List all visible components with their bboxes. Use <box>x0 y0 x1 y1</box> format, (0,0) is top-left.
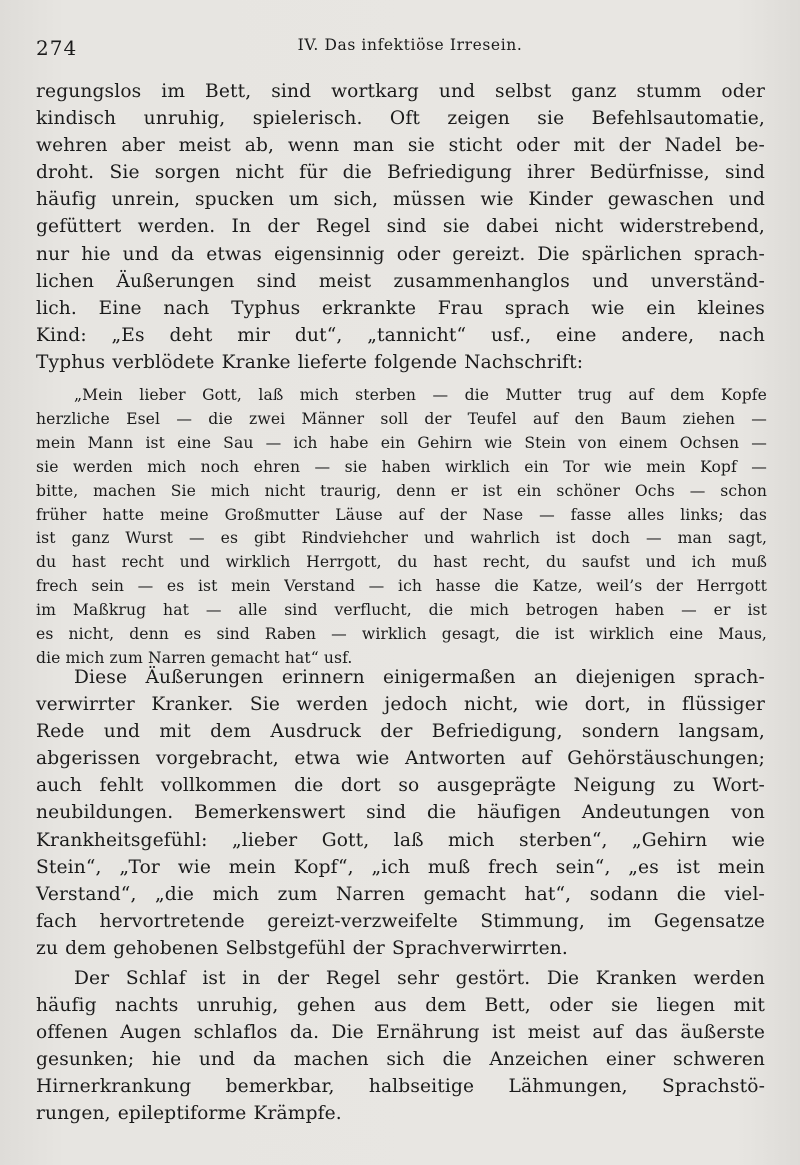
text-line: gesunken; hie und da machen sich die Anzeichen einer schweren <box>36 1049 765 1071</box>
text-line: neubildungen. Bemerkenswert sind die häufigen Andeutungen von <box>36 802 765 824</box>
text-line: regungslos im Bett, sind wortkarg und selbst ganz stumm oder <box>36 81 765 102</box>
quote-line: „Mein lieber Gott, laß mich sterben — die Mutter trug auf dem Kopfe <box>74 386 767 404</box>
quote-line: sie werden mich noch ehren — sie haben wirklich ein Tor wie mein Kopf — <box>36 457 767 476</box>
running-head: IV. Das infektiöse Irresein. <box>297 36 523 54</box>
text-line: Verstand“, „die mich zum Narren gemacht hat“, sodann die viel- <box>36 883 765 905</box>
text-line: Hirnerkrankung bemerkbar, halbseitige Lähmungen, Sprachstö- <box>36 1076 765 1098</box>
page-number: 274 <box>36 36 78 60</box>
text-line: rungen, epileptiforme Krämpfe. <box>36 1103 342 1125</box>
text-line: Krankheitsgefühl: „lieber Gott, laß mich sterben“, „Gehirn wie <box>36 829 765 851</box>
quote-line: herzliche Esel — die zwei Männer soll der Teufel auf den Baum ziehen — <box>36 409 767 428</box>
text-line: Der Schlaf ist in der Regel sehr gestört. Die Kranken werden <box>74 968 765 989</box>
quoted-transcript <box>36 384 767 671</box>
text-line: droht. Sie sorgen nicht für die Befriedigung ihrer Bedürfnisse, sind <box>36 162 765 184</box>
text-line: Stein“, „Tor wie mein Kopf“, „ich muß frech sein“, „es ist mein <box>36 856 765 878</box>
text-line: abgerissen vorgebracht, etwa wie Antworten auf Gehörstäuschungen; <box>36 748 765 770</box>
text-line: häufig nachts unruhig, gehen aus dem Bett, oder sie liegen mit <box>36 995 765 1017</box>
text-line: gefüttert werden. In der Regel sind sie dabei nicht widerstrebend, <box>36 216 765 238</box>
text-line: lich. Eine nach Typhus erkrankte Frau sprach wie ein kleines <box>36 297 765 319</box>
quote-line: mein Mann ist eine Sau — ich habe ein Gehirn wie Stein von einem Ochsen — <box>36 433 767 452</box>
text-line: häufig unrein, spucken um sich, müssen wie Kinder gewaschen und <box>36 189 765 211</box>
text-line: zu dem gehobenen Selbstgefühl der Sprachverwirrten. <box>36 937 568 959</box>
text-line: verwirrter Kranker. Sie werden jedoch nicht, wie dort, in flüssiger <box>36 694 765 716</box>
text-line: Kind: „Es deht mir dut“, „tannicht“ usf., eine andere, nach <box>36 324 765 346</box>
text-line: auch fehlt vollkommen die dort so ausgeprägte Neigung zu Wort- <box>36 775 765 797</box>
quote-line: die mich zum Narren gemacht hat“ usf. <box>36 648 353 667</box>
paragraph-1 <box>36 78 765 376</box>
quote-line: im Maßkrug hat — alle sind verflucht, die mich betrogen haben — er ist <box>36 601 767 620</box>
text-line: Rede und mit dem Ausdruck der Befriedigung, sondern langsam, <box>36 721 765 743</box>
paragraph-3 <box>36 965 765 1128</box>
quote-line: du hast recht und wirklich Herrgott, du hast recht, du saufst und ich muß <box>36 553 767 572</box>
quote-line: es nicht, denn es sind Raben — wirklich gesagt, die ist wirklich eine Maus, <box>36 625 767 644</box>
text-line: lichen Äußerungen sind meist zusammenhanglos und unverständ- <box>36 270 765 292</box>
text-line: fach hervortretende gereizt-verzweifelte Stimmung, im Gegensatze <box>36 910 765 932</box>
quote-line: früher hatte meine Großmutter Läuse auf der Nase — fasse alles links; das <box>36 505 767 524</box>
quote-line: frech sein — es ist mein Verstand — ich hasse die Katze, weil’s der Herrgott <box>36 577 767 596</box>
quote-line: bitte, machen Sie mich nicht traurig, denn er ist ein schöner Ochs — schon <box>36 481 767 500</box>
quote-line: ist ganz Wurst — es gibt Rindviehcher und wahrlich ist doch — man sagt, <box>36 529 767 548</box>
text-line: nur hie und da etwas eigensinnig oder gereizt. Die spärlichen sprach- <box>36 243 765 265</box>
page-header <box>36 36 764 64</box>
text-line: Typhus verblödete Kranke lieferte folgende Nachschrift: <box>36 351 584 373</box>
text-line: kindisch unruhig, spielerisch. Oft zeigen sie Befehlsautomatie, <box>36 108 765 130</box>
text-line: Diese Äußerungen erinnern einigermaßen an diejenigen sprach- <box>74 667 765 688</box>
text-line: wehren aber meist ab, wenn man sie sticht oder mit der Nadel be- <box>36 135 765 157</box>
paragraph-2 <box>36 664 765 962</box>
text-line: offenen Augen schlaflos da. Die Ernährung ist meist auf das äußerste <box>36 1022 765 1044</box>
